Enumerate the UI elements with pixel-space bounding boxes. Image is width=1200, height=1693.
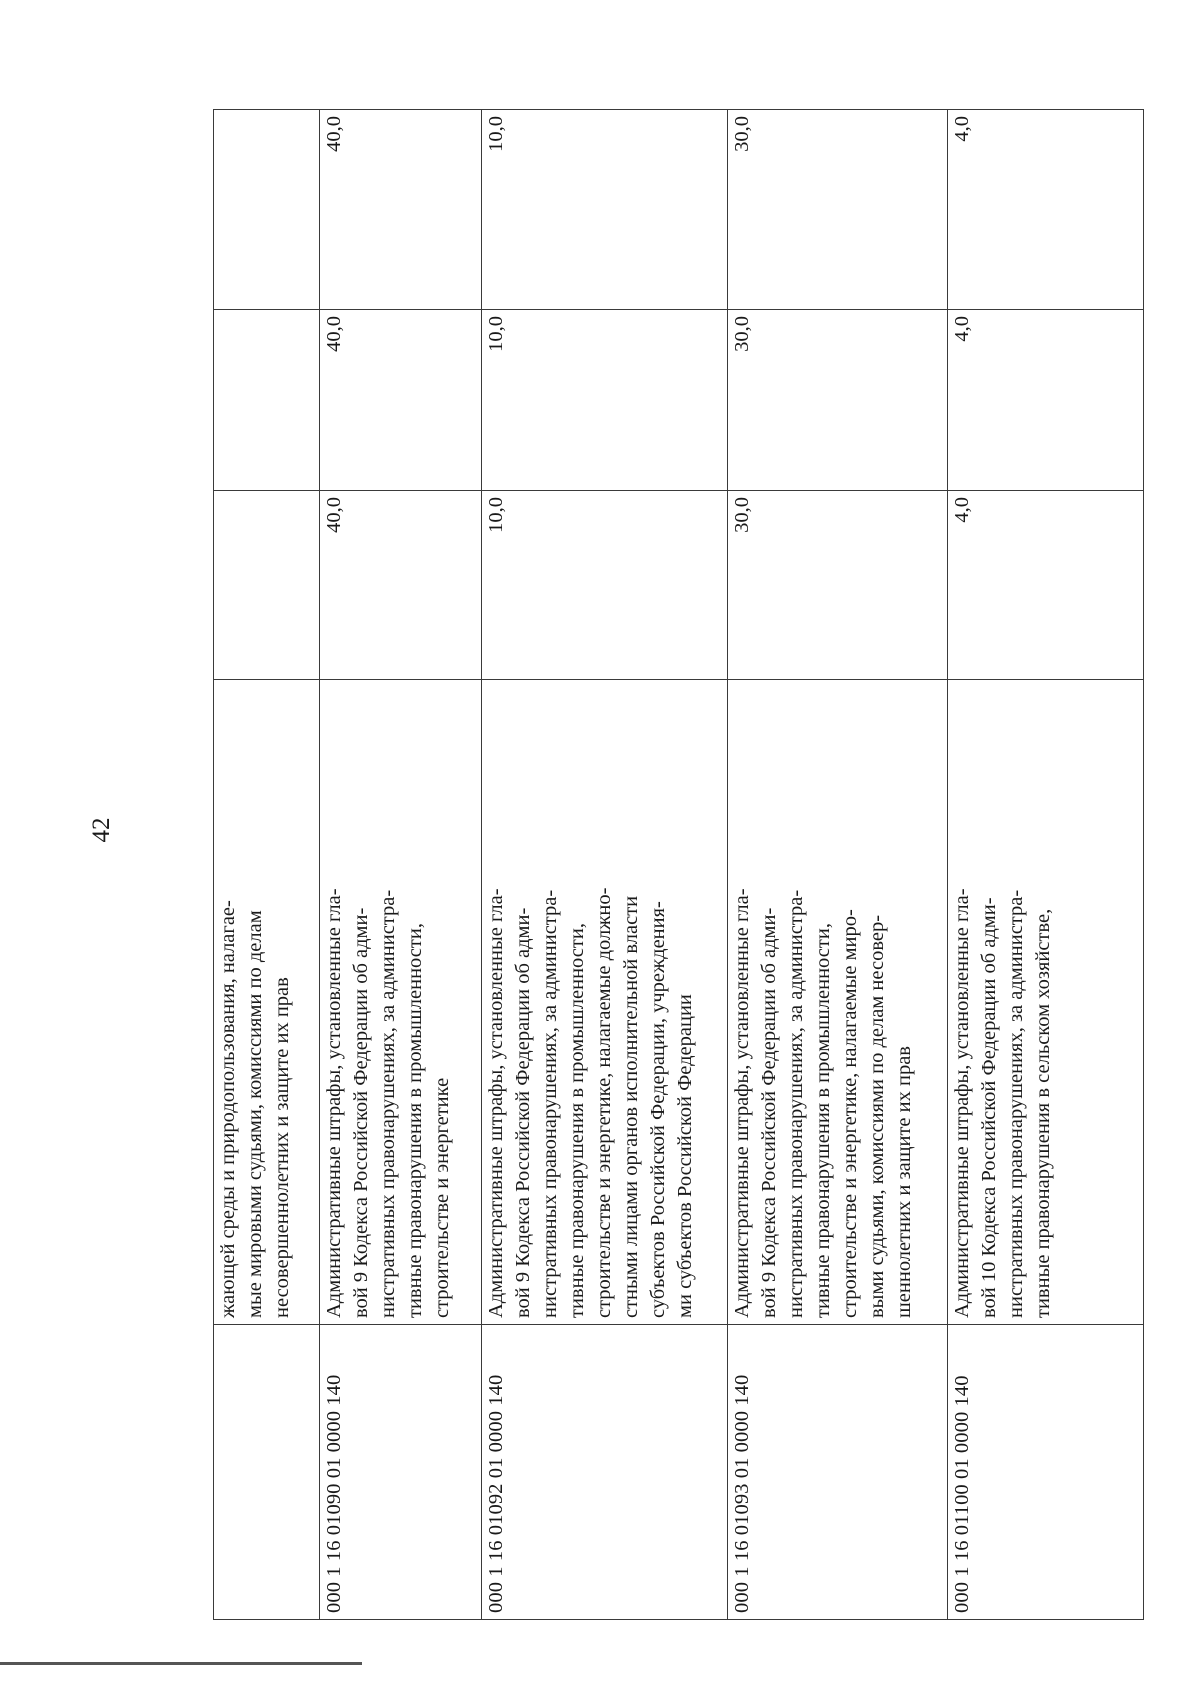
name-line: тивные правонарушения в промышленности, [812, 923, 834, 1318]
revenue-name-cell [214, 680, 320, 1325]
budget-code-cell: 000 1 16 01100 01 0000 140 [948, 1325, 1144, 1620]
amount-year2-cell: 30,0 [728, 310, 948, 491]
amount-year2-cell [214, 310, 320, 491]
name-line: несовершеннолетних и защите их прав [271, 977, 293, 1318]
amount-year1-cell: 4,0 [948, 491, 1144, 680]
amount-year1-cell: 30,0 [728, 491, 948, 680]
name-line: строительстве и энергетике, налагаемые должно- [593, 887, 615, 1318]
table-row [214, 110, 320, 1620]
name-line: вой 10 Кодекса Российской Федерации об адми- [978, 897, 1000, 1318]
name-line: строительстве и энергетике, налагаемые миро- [839, 909, 861, 1318]
table-row [320, 110, 482, 1620]
name-line: вой 9 Кодекса Российской Федерации об адми- [350, 907, 372, 1318]
name-line: нистративных правонарушениях, за администра- [539, 889, 561, 1318]
budget-code-cell: 000 1 16 01093 01 0000 140 [728, 1325, 948, 1620]
amount-year3-cell: 40,0 [320, 110, 482, 310]
name-line: вой 9 Кодекса Российской Федерации об адми- [512, 907, 534, 1318]
table-row [728, 110, 948, 1620]
name-line: ми субъектов Российской Федерации [674, 994, 696, 1318]
name-line: субъектов Российской Федерации, учреждения- [647, 901, 669, 1318]
amount-year1-cell [214, 491, 320, 680]
name-line: мые мировыми судьями, комиссиями по делам [244, 910, 266, 1318]
rotated-table-container [213, 110, 1143, 1620]
revenue-table [213, 109, 1144, 1620]
amount-year3-cell: 30,0 [728, 110, 948, 310]
revenue-name-cell [320, 680, 482, 1325]
budget-code-cell: 000 1 16 01090 01 0000 140 [320, 1325, 482, 1620]
amount-year2-cell: 10,0 [482, 310, 728, 491]
name-line: нистративных правонарушениях, за администра- [785, 889, 807, 1318]
name-line: жающей среды и природопользования, налагае- [217, 900, 239, 1318]
amount-year3-cell: 4,0 [948, 110, 1144, 310]
amount-year2-cell: 4,0 [948, 310, 1144, 491]
name-line: тивные правонарушения в промышленности, [566, 923, 588, 1318]
name-line: вой 9 Кодекса Российской Федерации об адми- [758, 907, 780, 1318]
name-line: нистративных правонарушениях, за администра- [1005, 889, 1027, 1318]
budget-code-cell [214, 1325, 320, 1620]
name-line: тивные правонарушения в промышленности, [404, 923, 426, 1318]
amount-year1-cell: 10,0 [482, 491, 728, 680]
name-line: нистративных правонарушениях, за администра- [377, 889, 399, 1318]
name-line: шеннолетних и защите их прав [893, 1046, 915, 1318]
revenue-name-cell [948, 680, 1144, 1325]
name-line: выми судьями, комиссиями по делам несовер- [866, 914, 888, 1318]
revenue-name-cell [482, 680, 728, 1325]
page-number: 42 [88, 817, 115, 843]
table-row [948, 110, 1144, 1620]
amount-year2-cell: 40,0 [320, 310, 482, 491]
name-line: строительстве и энергетике [431, 1077, 453, 1318]
name-line: тивные правонарушения в сельском хозяйстве, [1032, 908, 1054, 1318]
name-line: Административные штрафы, установленные гла- [323, 888, 345, 1318]
budget-code-cell: 000 1 16 01092 01 0000 140 [482, 1325, 728, 1620]
revenue-name-cell [728, 680, 948, 1325]
table-row [482, 110, 728, 1620]
name-line: Административные штрафы, установленные гла- [485, 888, 507, 1318]
name-line: Административные штрафы, установленные гла- [731, 888, 753, 1318]
name-line: стными лицами органов исполнительной власти [620, 895, 642, 1318]
amount-year1-cell: 40,0 [320, 491, 482, 680]
amount-year3-cell [214, 110, 320, 310]
scan-edge-rule [0, 1662, 362, 1665]
name-line: Административные штрафы, установленные гла- [951, 888, 973, 1318]
amount-year3-cell: 10,0 [482, 110, 728, 310]
